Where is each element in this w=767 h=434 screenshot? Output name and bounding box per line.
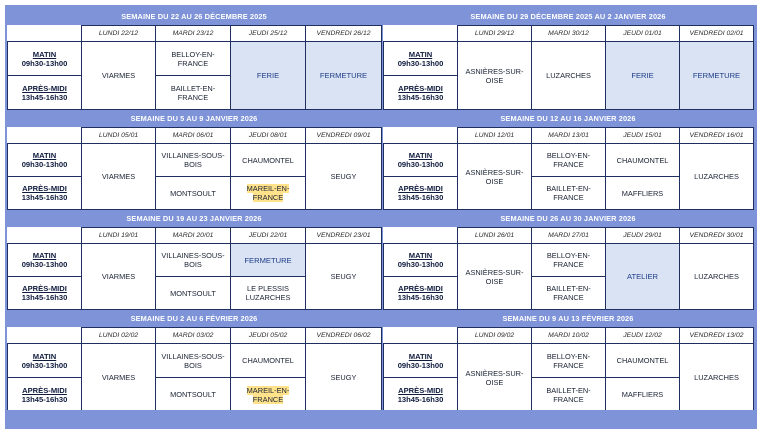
day-header: LUNDI 09/02: [458, 328, 532, 344]
monday-cell: VIARMES: [82, 144, 156, 210]
day-header: JEUDI 12/02: [606, 328, 680, 344]
week-panel: [7, 9, 381, 109]
thursday-afternoon-cell: LE PLESSIS LUZARCHES: [231, 277, 306, 310]
header-blank: [384, 128, 458, 144]
thursday-morning-cell: CHAUMONTEL: [606, 144, 680, 177]
monday-cell: ASNIÈRES-SUR-OISE: [458, 244, 532, 310]
thursday-morning-cell: CHAUMONTEL: [606, 344, 680, 378]
day-header: MARDI 03/02: [156, 328, 231, 344]
tuesday-afternoon-cell: MONTSOULT: [156, 177, 231, 210]
afternoon-label: APRÈS-MIDI 13h45-16h30: [8, 76, 82, 110]
week-panel: [383, 9, 753, 109]
day-header: JEUDI 01/01: [606, 26, 680, 42]
header-blank: [8, 128, 82, 144]
day-header: MARDI 13/01: [532, 128, 606, 144]
week-title: SEMAINE DU 12 AU 16 JANVIER 2026: [383, 111, 753, 127]
tuesday-afternoon-cell: BAILLET-EN-FRANCE: [156, 76, 231, 110]
tuesday-morning-cell: BELLOY-EN-FRANCE: [532, 244, 606, 277]
week-table: [383, 127, 754, 210]
monday-cell: VIARMES: [82, 42, 156, 110]
week-title: SEMAINE DU 26 AU 30 JANVIER 2026: [383, 211, 753, 227]
afternoon-label: APRÈS-MIDI 13h45-16h30: [8, 277, 82, 310]
thursday-cell: FERIE: [231, 42, 306, 110]
friday-cell: SEUGY: [306, 344, 382, 412]
thursday-afternoon-cell: MAFFLIERS: [606, 177, 680, 210]
day-header: VENDREDI 26/12: [306, 26, 382, 42]
afternoon-label: APRÈS-MIDI 13h45-16h30: [384, 378, 458, 412]
header-blank: [384, 228, 458, 244]
day-header: LUNDI 05/01: [82, 128, 156, 144]
thursday-afternoon-cell: [231, 378, 306, 412]
tuesday-morning-cell: BELLOY-EN-FRANCE: [156, 42, 231, 76]
header-blank: [384, 328, 458, 344]
header-blank: [8, 228, 82, 244]
week-table: [383, 25, 754, 110]
afternoon-label: APRÈS-MIDI 13h45-16h30: [8, 378, 82, 412]
day-header: JEUDI 25/12: [231, 26, 306, 42]
week-table: [383, 227, 754, 310]
day-header: MARDI 23/12: [156, 26, 231, 42]
thursday-morning-cell: CHAUMONTEL: [231, 144, 306, 177]
week-panel: [7, 211, 381, 309]
week-panel: [383, 211, 753, 309]
day-header: MARDI 10/02: [532, 328, 606, 344]
day-header: JEUDI 29/01: [606, 228, 680, 244]
day-header: VENDREDI 30/01: [680, 228, 754, 244]
tuesday-afternoon-cell: BAILLET-EN-FRANCE: [532, 378, 606, 412]
week-title: SEMAINE DU 9 AU 13 FÉVRIER 2026: [383, 311, 753, 327]
morning-label: MATIN 09h30-13h00: [384, 244, 458, 277]
friday-cell: FERMETURE: [306, 42, 382, 110]
tuesday-morning-cell: VILLAINES-SOUS-BOIS: [156, 244, 231, 277]
day-header: MARDI 20/01: [156, 228, 231, 244]
header-blank: [8, 26, 82, 42]
header-blank: [384, 26, 458, 42]
tuesday-afternoon-cell: BAILLET-EN-FRANCE: [532, 177, 606, 210]
morning-label: MATIN 09h30-13h00: [384, 42, 458, 76]
thursday-cell: FERIE: [606, 42, 680, 110]
monday-cell: ASNIÈRES-SUR-OISE: [458, 344, 532, 412]
week-title: SEMAINE DU 29 DÉCEMBRE 2025 AU 2 JANVIER 2026: [383, 9, 753, 25]
day-header: LUNDI 19/01: [82, 228, 156, 244]
week-panel: [7, 311, 381, 410]
week-table: [7, 227, 382, 310]
week-table: [7, 327, 382, 412]
afternoon-label: APRÈS-MIDI 13h45-16h30: [384, 277, 458, 310]
tuesday-afternoon-cell: MONTSOULT: [156, 277, 231, 310]
morning-label: MATIN 09h30-13h00: [8, 244, 82, 277]
day-header: JEUDI 05/02: [231, 328, 306, 344]
monday-cell: VIARMES: [82, 244, 156, 310]
week-panel: [383, 311, 753, 410]
thursday-afternoon-cell: MAFFLIERS: [606, 378, 680, 412]
highlighted-commune: MAREIL-EN-FRANCE: [246, 385, 290, 404]
monday-cell: ASNIÈRES-SUR-OISE: [458, 144, 532, 210]
tuesday-morning-cell: VILLAINES-SOUS-BOIS: [156, 144, 231, 177]
tuesday-morning-cell: BELLOY-EN-FRANCE: [532, 344, 606, 378]
day-header: LUNDI 12/01: [458, 128, 532, 144]
monday-cell: VIARMES: [82, 344, 156, 412]
day-header: VENDREDI 09/01: [306, 128, 382, 144]
day-header: MARDI 27/01: [532, 228, 606, 244]
day-header: LUNDI 29/12: [458, 26, 532, 42]
day-header: MARDI 06/01: [156, 128, 231, 144]
tuesday-cell: LUZARCHES: [532, 42, 606, 110]
thursday-cell: ATELIER: [606, 244, 680, 310]
week-title: SEMAINE DU 22 AU 26 DÉCEMBRE 2025: [7, 9, 381, 25]
monday-cell: ASNIÈRES-SUR-OISE: [458, 42, 532, 110]
friday-cell: FERMETURE: [680, 42, 754, 110]
day-header: LUNDI 26/01: [458, 228, 532, 244]
morning-label: MATIN 09h30-13h00: [8, 144, 82, 177]
morning-label: MATIN 09h30-13h00: [384, 344, 458, 378]
header-blank: [8, 328, 82, 344]
morning-label: MATIN 09h30-13h00: [8, 344, 82, 378]
tuesday-morning-cell: VILLAINES-SOUS-BOIS: [156, 344, 231, 378]
thursday-morning-cell: FERMETURE: [231, 244, 306, 277]
friday-cell: LUZARCHES: [680, 144, 754, 210]
week-table: [383, 327, 754, 412]
day-header: LUNDI 02/02: [82, 328, 156, 344]
day-header: VENDREDI 13/02: [680, 328, 754, 344]
afternoon-label: APRÈS-MIDI 13h45-16h30: [384, 177, 458, 210]
day-header: VENDREDI 16/01: [680, 128, 754, 144]
friday-cell: LUZARCHES: [680, 344, 754, 412]
day-header: JEUDI 22/01: [231, 228, 306, 244]
week-title: SEMAINE DU 19 AU 23 JANVIER 2026: [7, 211, 381, 227]
day-header: LUNDI 22/12: [82, 26, 156, 42]
friday-cell: SEUGY: [306, 144, 382, 210]
afternoon-label: APRÈS-MIDI 13h45-16h30: [384, 76, 458, 110]
tuesday-afternoon-cell: MONTSOULT: [156, 378, 231, 412]
day-header: VENDREDI 06/02: [306, 328, 382, 344]
thursday-afternoon-cell: [231, 177, 306, 210]
bottom-strip: [5, 410, 757, 429]
tuesday-morning-cell: BELLOY-EN-FRANCE: [532, 144, 606, 177]
week-panel: [7, 111, 381, 209]
thursday-morning-cell: CHAUMONTEL: [231, 344, 306, 378]
highlighted-commune: MAREIL-EN-FRANCE: [246, 184, 290, 202]
day-header: MARDI 30/12: [532, 26, 606, 42]
afternoon-label: APRÈS-MIDI 13h45-16h30: [8, 177, 82, 210]
day-header: JEUDI 15/01: [606, 128, 680, 144]
week-table: [7, 127, 382, 210]
friday-cell: LUZARCHES: [680, 244, 754, 310]
tuesday-afternoon-cell: BAILLET-EN-FRANCE: [532, 277, 606, 310]
week-table: [7, 25, 382, 110]
friday-cell: SEUGY: [306, 244, 382, 310]
day-header: JEUDI 08/01: [231, 128, 306, 144]
day-header: VENDREDI 23/01: [306, 228, 382, 244]
morning-label: MATIN 09h30-13h00: [8, 42, 82, 76]
schedule-sheet: [5, 5, 757, 429]
morning-label: MATIN 09h30-13h00: [384, 144, 458, 177]
week-title: SEMAINE DU 2 AU 6 FÉVRIER 2026: [7, 311, 381, 327]
week-title: SEMAINE DU 5 AU 9 JANVIER 2026: [7, 111, 381, 127]
day-header: VENDREDI 02/01: [680, 26, 754, 42]
week-panel: [383, 111, 753, 209]
